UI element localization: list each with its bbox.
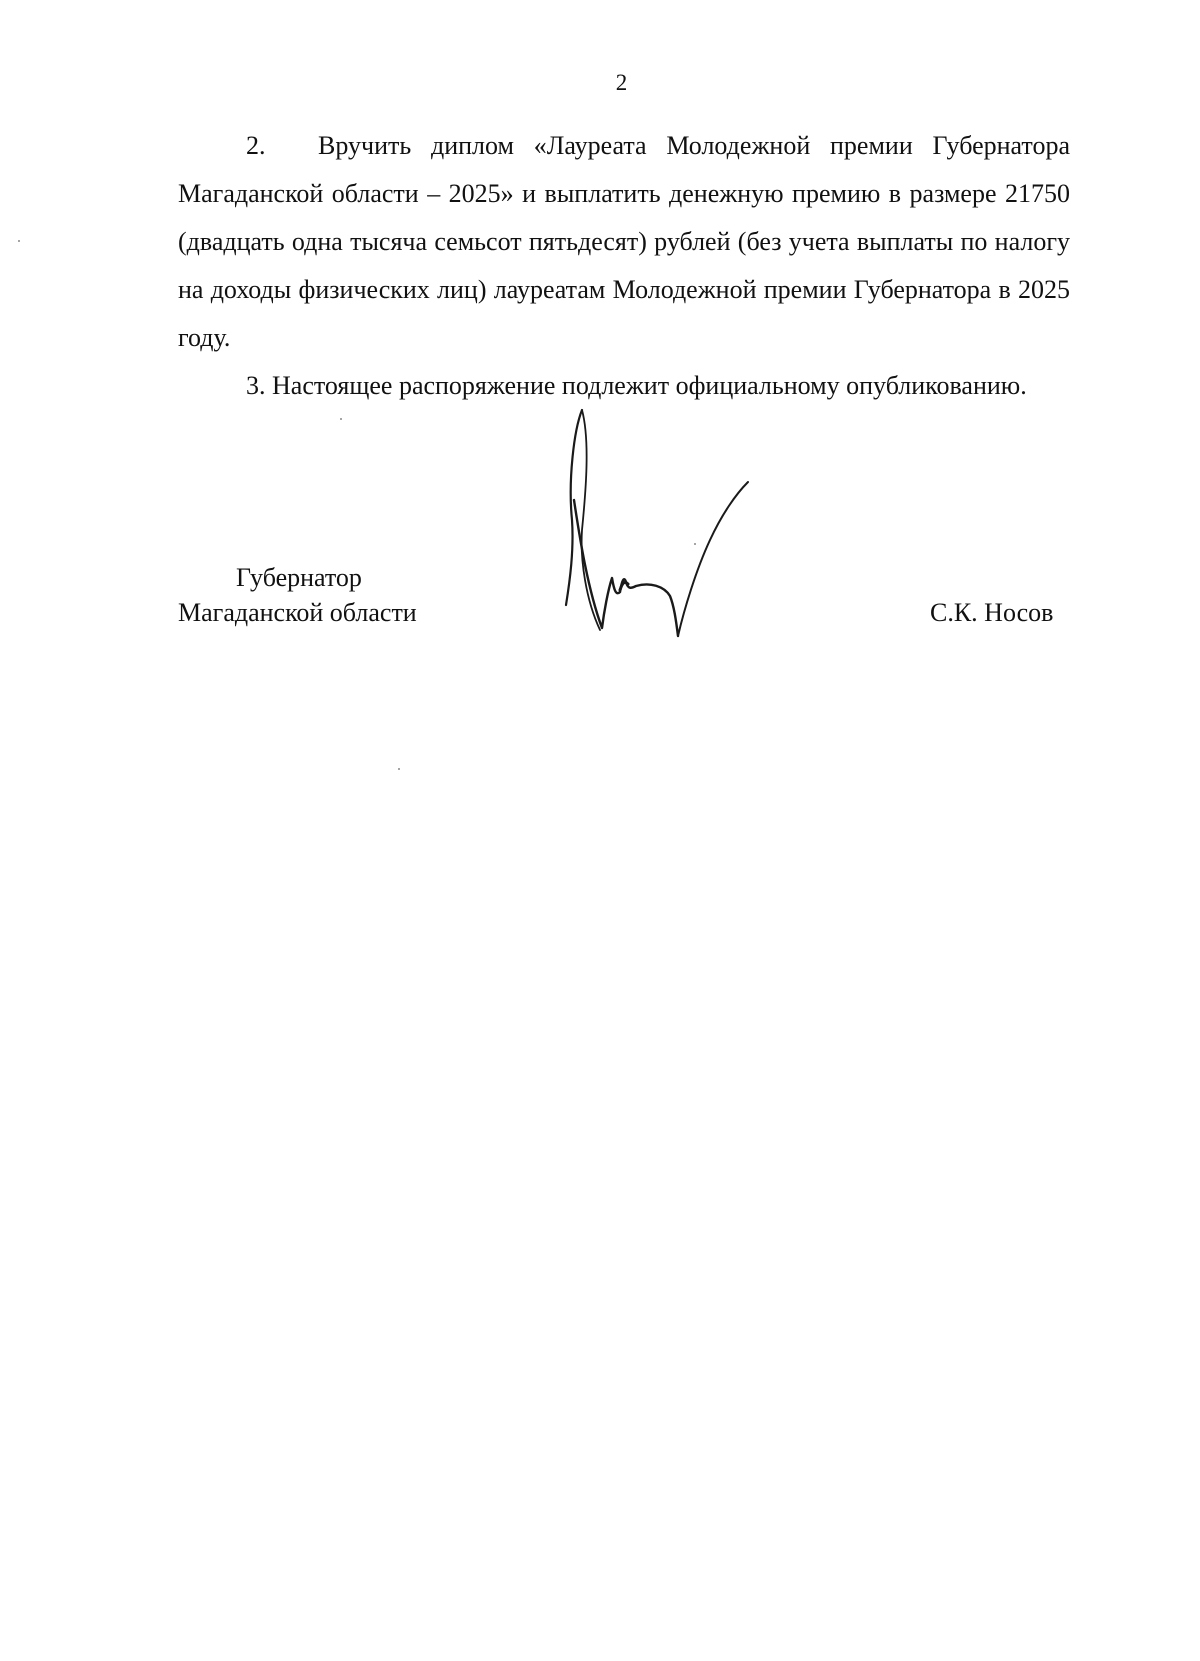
signer-name: С.К. Носов xyxy=(930,598,1054,627)
item-2-text: Вручить диплом «Лауреата Молодежной премии Губернатора Магаданской области – 2025» и выплатить денежную премию в размере 21750 (двадцать одна тысяча семьсот пятьдесят) рублей (без учета выплаты по налогу на доходы физических лиц) лауреатам Молодежной премии Губернатора в 2025 году. xyxy=(178,131,1070,352)
signer-title-line-1: Губернатор xyxy=(236,563,362,592)
scan-speck xyxy=(694,543,696,545)
handwritten-signature xyxy=(560,400,800,680)
page-number: 2 xyxy=(615,70,628,95)
item-3-paragraph: 3. Настоящее распоряжение подлежит официальному опубликованию. xyxy=(246,371,1027,400)
scan-speck xyxy=(340,418,342,420)
item-2-number: 2. xyxy=(246,131,266,160)
signer-title-line-2: Магаданской области xyxy=(178,598,417,627)
scan-speck xyxy=(398,768,400,770)
signer-title xyxy=(178,560,478,630)
item-2-paragraph xyxy=(178,122,1070,362)
scan-speck xyxy=(18,240,20,242)
